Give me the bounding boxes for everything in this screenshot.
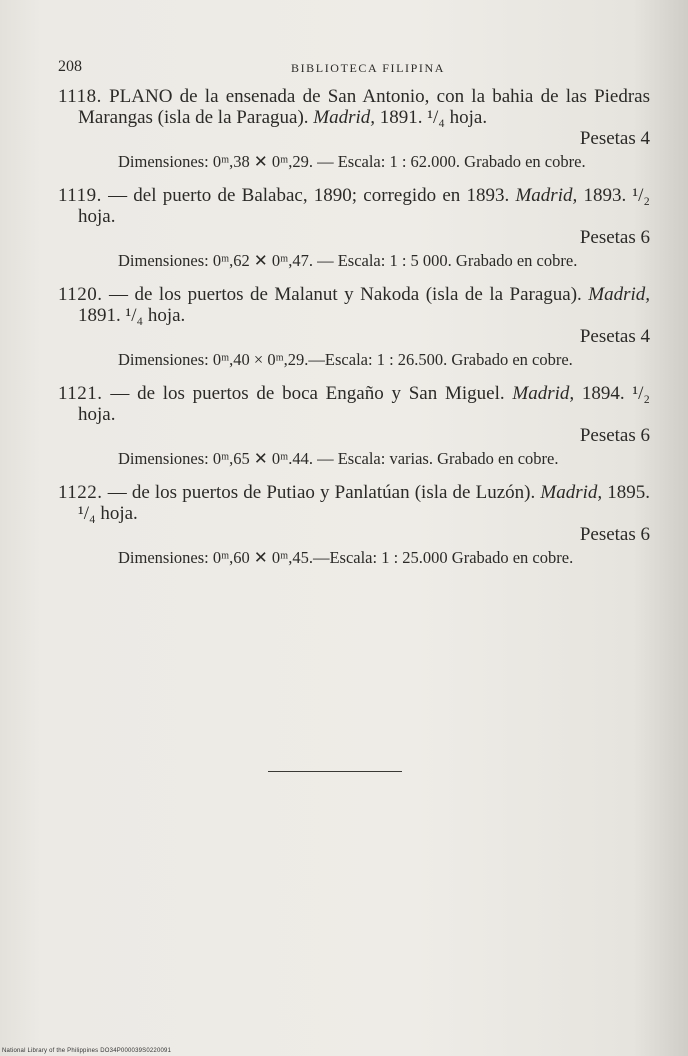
entry-place: Madrid, [313,107,376,128]
entry-place: Madrid, [515,185,578,206]
entry-price-row [78,128,650,149]
entry-number: 1118. [58,86,102,107]
end-rule [268,771,402,772]
catalog-entry [58,482,651,567]
entry-text: — del puerto de Balabac, 1890; corregido en 1893. [108,185,510,206]
entry-title [58,185,651,227]
catalog-entry [58,86,651,171]
scan-footer: National Library of the Philippines DO34P000039S0220091 [2,1048,172,1054]
entry-number: 1119. [58,185,102,206]
entry-date-size: 1893. ¹/₂ hoja. [78,185,651,227]
entry-number: 1122. [58,482,103,503]
entry-date-size: 1891. ¹/₄ hoja. [78,305,186,326]
catalog-entries [58,86,651,581]
entry-place: Madrid, [588,284,651,305]
entry-text: PLANO de la ensenada de San Antonio, con la bahia de las Piedras Marangas (isla de la Paragua). [78,86,651,128]
entry-price: Pesetas 6 [579,227,650,248]
entry-title [58,383,651,425]
entry-date-size: 1895. ¹/₄ hoja. [78,482,651,524]
page-number: 208 [58,58,82,75]
entry-price-row [78,425,650,446]
entry-text: — de los puertos de Malanut y Nakoda (isla de la Paragua). [109,284,582,305]
entry-title [58,482,651,524]
entry-details: Dimensiones: 0ᵐ,65 ✕ 0ᵐ.44. — Escala: varias. Grabado en cobre. [118,449,559,468]
entry-title [58,284,651,326]
entry-details: Dimensiones: 0ᵐ,62 ✕ 0ᵐ,47. — Escala: 1 : 5 000. Grabado en cobre. [118,251,578,270]
entry-text: — de los puertos de boca Engaño y San Miguel. [110,383,505,404]
running-head [58,58,648,80]
catalog-entry [58,284,651,369]
entry-text: — de los puertos de Putiao y Panlatúan (isla de Luzón). [107,482,536,503]
entry-place: Madrid, [540,482,603,503]
header-title: BIBLIOTECA FILIPINA [290,61,446,75]
entry-title [58,86,651,128]
entry-price: Pesetas 6 [579,524,650,545]
entry-number: 1121. [58,383,103,404]
entry-price: Pesetas 4 [579,326,650,347]
entry-price: Pesetas 6 [579,425,650,446]
entry-place: Madrid, [512,383,575,404]
entry-date-size: 1891. ¹/₄ hoja. [379,107,488,128]
entry-price-row [78,326,650,347]
entry-details: Dimensiones: 0ᵐ,38 ✕ 0ᵐ,29. — Escala: 1 : 62.000. Grabado en cobre. [118,152,586,171]
entry-details: Dimensiones: 0ᵐ,40 × 0ᵐ,29.—Escala: 1 : 26.500. Grabado en cobre. [118,350,573,369]
entry-details: Dimensiones: 0ᵐ,60 ✕ 0ᵐ,45.—Escala: 1 : 25.000 Grabado en cobre. [118,548,574,567]
entry-price-row [78,524,650,545]
entry-number: 1120. [58,284,103,305]
catalog-entry [58,383,651,468]
entry-price-row [78,227,650,248]
entry-price: Pesetas 4 [579,128,650,149]
catalog-entry [58,185,651,270]
entry-date-size: 1894. ¹/₂ hoja. [78,383,651,425]
